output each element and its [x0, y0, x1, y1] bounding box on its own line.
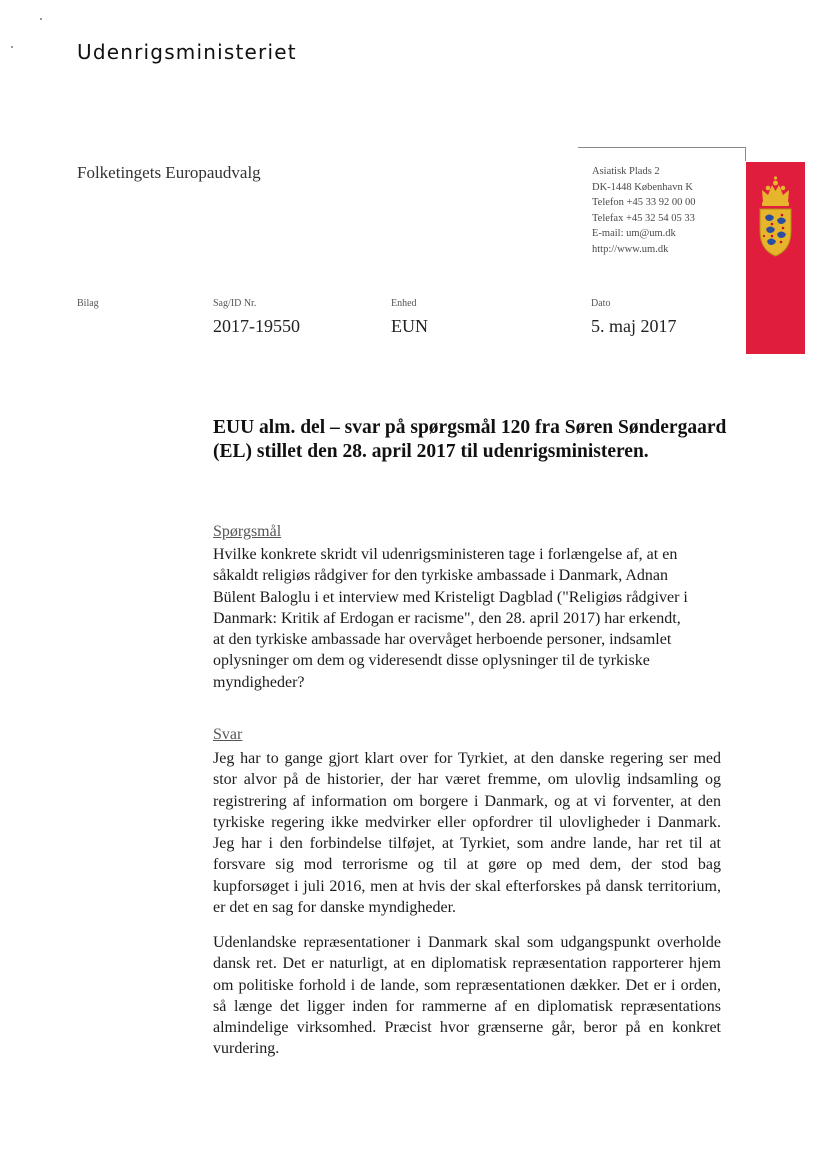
brand-flag: [746, 162, 805, 354]
question-text: [213, 544, 721, 693]
case-number-field: [213, 298, 300, 337]
contact-email[interactable]: E-mail: um@um.dk: [592, 228, 676, 240]
recipient: Folketingets Europaudvalg: [77, 163, 261, 182]
question-line: oplysninger om dem og videresendt disse oplysninger til de tyrkiske: [213, 652, 650, 670]
question-line: Bülent Baloglu i et interview med Kristeligt Dagblad ("Religiøs rådgiver i: [213, 588, 688, 606]
scan-speck: [11, 46, 13, 48]
answer-paragraph-1: Jeg har to gange gjort klart over for Tyrkiet, at den danske regering ser med stor alvor på de historier, der har været fremme, om ulovlig indsamling og registrering af information om borgere i Danmark, og at vi forventer, at den tyrkiske regering ikke medvirker eller opfordrer til ulovligheder i Danmark. Jeg har i den forbindelse tilføjet, at Tyrkiet, som andre lande, har ret til at forsvare sig mod terrorisme og til at gøre op med dem, der stod bag kupforsøget i juli 2016, men at hvis der skal efterforskes på dansk territorium, er det en sag for danske myndigheder.: [213, 750, 721, 917]
question-line: myndigheder?: [213, 673, 305, 691]
unit-field: [391, 298, 428, 337]
unit-label: Enhed: [391, 298, 417, 309]
question-line: såkaldt religiøs rådgiver for den tyrkiske ambassade i Danmark, Adnan: [213, 567, 668, 585]
contact-block: [592, 164, 695, 258]
contact-postal: DK-1448 København K: [592, 181, 693, 193]
case-number-label: Sag/ID Nr.: [213, 298, 257, 309]
crown-crest-icon: [746, 174, 805, 264]
question-line: Danmark: Kritik af Erdogan er racisme", den 28. april 2017) har erkendt,: [213, 609, 681, 627]
date-value: 5. maj 2017: [591, 316, 677, 336]
question-line: Hvilke konkrete skridt vil udenrigsministeren tage i forlængelse af, at en: [213, 546, 678, 563]
address-rule: [578, 147, 746, 148]
bilag-field: [77, 298, 99, 309]
contact-phone: Telefon +45 33 92 00 00: [592, 197, 696, 209]
contact-address: Asiatisk Plads 2: [592, 166, 660, 177]
contact-website[interactable]: http://www.um.dk: [592, 243, 669, 255]
document-heading: EUU alm. del – svar på spørgsmål 120 fra Søren Søndergaard (EL) stillet den 28. april 2017 til udenrigsministeren.: [213, 417, 727, 462]
question-line: at den tyrkiske ambassade har overvåget herboende personer, indsamlet: [213, 631, 672, 649]
ministry-name: Udenrigsministeriet: [77, 40, 297, 64]
date-label: Dato: [591, 298, 611, 309]
answer-title: Svar: [213, 726, 243, 743]
answer-paragraph-2: Udenlandske repræsentationer i Danmark skal som udgangspunkt overholde dansk ret. Det er naturligt, at en diplomatisk repræsentation rapporterer hjem om politiske forhold i de lande, som repræsentationen dækker. Det er i orden, så længe det ligger inden for rammerne af en diplomatisk repræsentations almindelige virksomhed. Præcist hvor grænserne går, beror på en konkret vurdering.: [213, 934, 721, 1058]
address-rule-tick: [745, 147, 746, 161]
case-number-value: 2017-19550: [213, 316, 300, 336]
scan-speck: [40, 18, 42, 20]
contact-fax: Telefax +45 32 54 05 33: [592, 212, 695, 224]
unit-value: EUN: [391, 316, 428, 336]
bilag-label: Bilag: [77, 298, 99, 309]
question-title: Spørgsmål: [213, 523, 282, 540]
date-field: [591, 298, 677, 337]
